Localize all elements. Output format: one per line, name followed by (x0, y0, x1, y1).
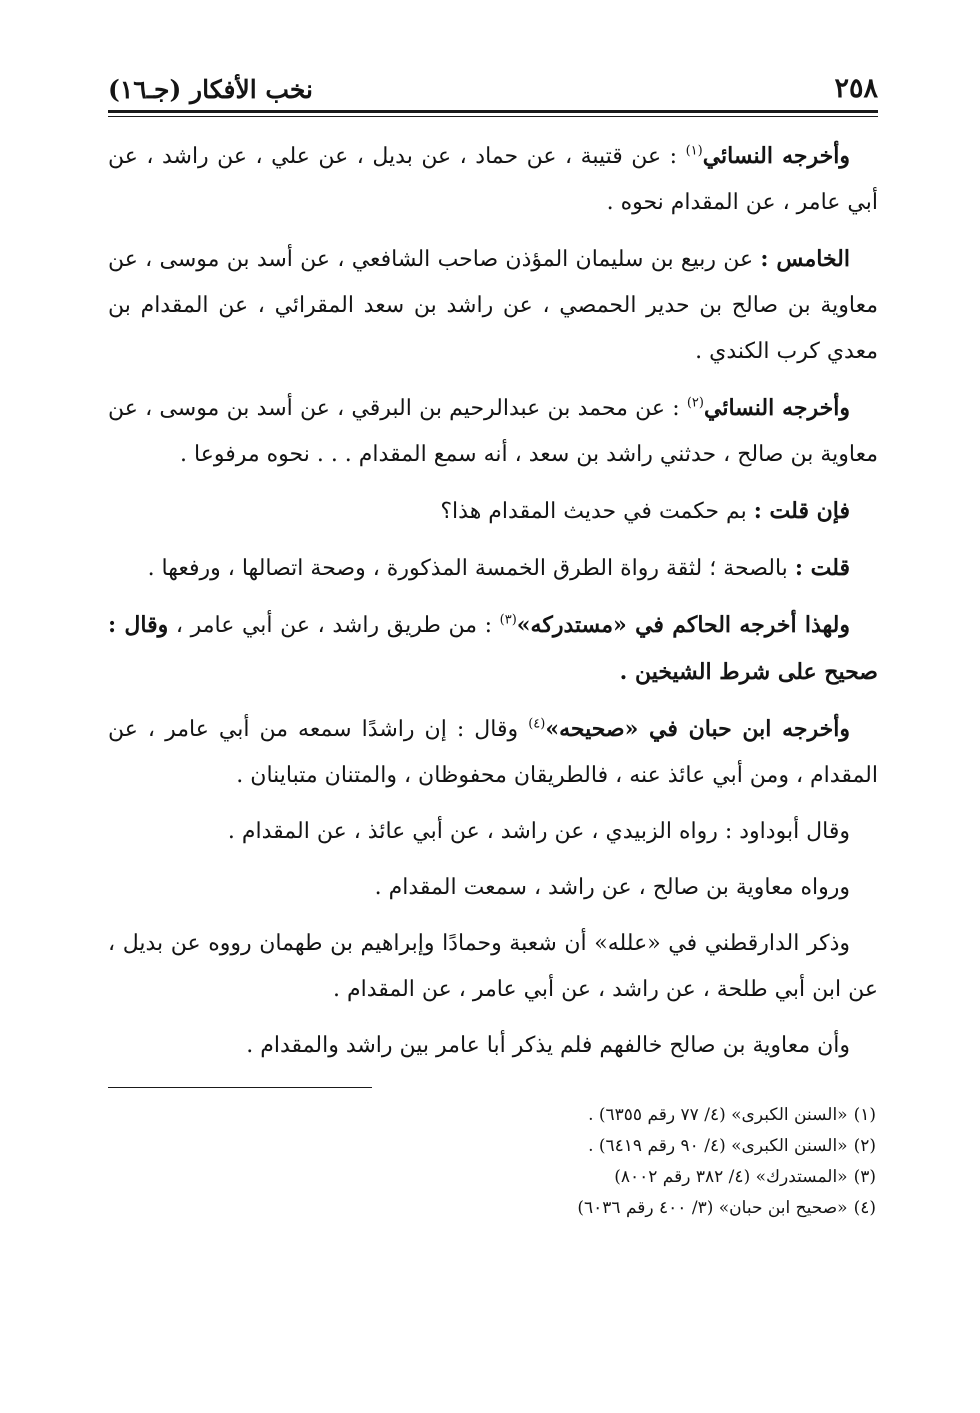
paragraph-text: وقال : إن راشدًا سمعه من أبي عامر ، عن المقدام ، ومن أبي عائذ عنه ، فالطريقان محفوظان ، والمتنان متباينان . (108, 717, 878, 788)
paragraph-lead: ولهذا أخرجه الحاكم في «مستدركه» (516, 612, 850, 638)
paragraph-lead: وأخرجه النسائي (703, 395, 850, 421)
footnote-ref: (٣) (499, 612, 517, 628)
footnote-separator (108, 1087, 372, 1088)
footnote-text: «المستدرك» (٤/ ٣٨٢ رقم ٨٠٠٢) (614, 1167, 848, 1187)
paragraph-text: وقال أبوداود : رواه الزبيدي ، عن راشد ، عن أبي عائذ ، عن المقدام . (227, 819, 850, 844)
footnote (108, 1100, 878, 1131)
paragraph-text: عن ربيع بن سليمان المؤذن صاحب الشافعي ، عن أسد بن موسى ، عن معاوية بن صالح بن حدير الحمصي ، عن راشد بن سعد المقرائي ، عن المقدام بن معدي كرب الكندي . (108, 247, 878, 364)
paragraph-text: : عن قتيبة ، عن حماد ، عن بديل ، عن علي ، عن راشد ، عن أبي عامر ، عن المقدام نحوه . (108, 144, 878, 215)
footnotes (108, 1100, 878, 1224)
paragraph-text: : عن محمد بن عبدالرحيم بن البرقي ، عن أسد بن موسى ، عن معاوية بن صالح ، حدثني راشد بن سعد ، أنه سمع المقدام . . . نحوه مرفوعا . (108, 396, 878, 467)
footnote-number: (٤) (853, 1198, 876, 1218)
paragraph-lead: قلت : (794, 555, 850, 581)
footnote (108, 1131, 878, 1162)
footnote-ref: (٤) (528, 716, 546, 732)
paragraph-text: وذكر الدارقطني في «علله» أن شعبة وحمادًا وإبراهيم بن طهمان رووه عن بديل ، عن ابن أبي طلحة ، عن راشد ، عن أبي عامر ، عن المقدام . (108, 931, 878, 1002)
page-header (108, 62, 878, 104)
paragraph-lead: فإن قلت : (753, 498, 850, 524)
paragraph (108, 385, 878, 478)
paragraph (108, 236, 878, 375)
paragraph (108, 706, 878, 799)
paragraph-lead: وأخرجه ابن حبان في «صحيحه» (545, 716, 850, 742)
paragraph-text: بم حكمت في حديث المقدام هذا؟ (440, 499, 747, 524)
paragraph (108, 488, 878, 535)
header-rule-thin (108, 116, 878, 117)
running-title: نخب الأفكار (جـ١٦) (108, 75, 314, 104)
paragraph (108, 545, 878, 592)
footnote-ref: (٢) (686, 395, 704, 411)
footnote-text: «السنن الكبرى» (٤/ ٧٧ رقم ٦٣٥٥) . (588, 1105, 848, 1125)
footnote-number: (٢) (853, 1136, 876, 1156)
footnote-ref: (١) (685, 143, 703, 159)
paragraph-text: بالصحة ؛ لثقة رواة الطرق الخمسة المذكورة ، وصحة اتصالها ، ورفعها . (147, 556, 788, 581)
paragraph-text: ورواه معاوية بن صالح ، عن راشد ، سمعت المقدام . (374, 875, 850, 900)
footnote-number: (١) (853, 1105, 876, 1125)
paragraph (108, 809, 878, 855)
header-rule-thick (108, 110, 878, 113)
page-number: ٢٥٨ (834, 73, 878, 104)
paragraph (108, 865, 878, 911)
paragraph-text: وأن معاوية بن صالح خالفهم فلم يذكر أبا عامر بين راشد والمقدام . (246, 1033, 850, 1058)
paragraph-lead: وأخرجه النسائي (702, 143, 850, 169)
main-text (108, 133, 878, 1069)
paragraph (108, 602, 878, 696)
book-page (108, 62, 878, 1362)
paragraph-text: : من طريق راشد ، عن أبي عامر ، (175, 613, 493, 638)
paragraph (108, 921, 878, 1013)
footnote (108, 1193, 878, 1224)
footnote-text: «صحيح ابن حبان» (٣/ ٤٠٠ رقم ٦٠٣٦) (577, 1198, 848, 1218)
paragraph-bold-tail: وقال : صحيح على شرط الشيخين . (108, 612, 878, 685)
paragraph (108, 133, 878, 226)
footnote-text: «السنن الكبرى» (٤/ ٩٠ رقم ٦٤١٩) . (588, 1136, 848, 1156)
footnote-number: (٣) (853, 1167, 876, 1187)
paragraph (108, 1023, 878, 1069)
paragraph-lead: الخامس : (760, 246, 850, 272)
footnote (108, 1162, 878, 1193)
